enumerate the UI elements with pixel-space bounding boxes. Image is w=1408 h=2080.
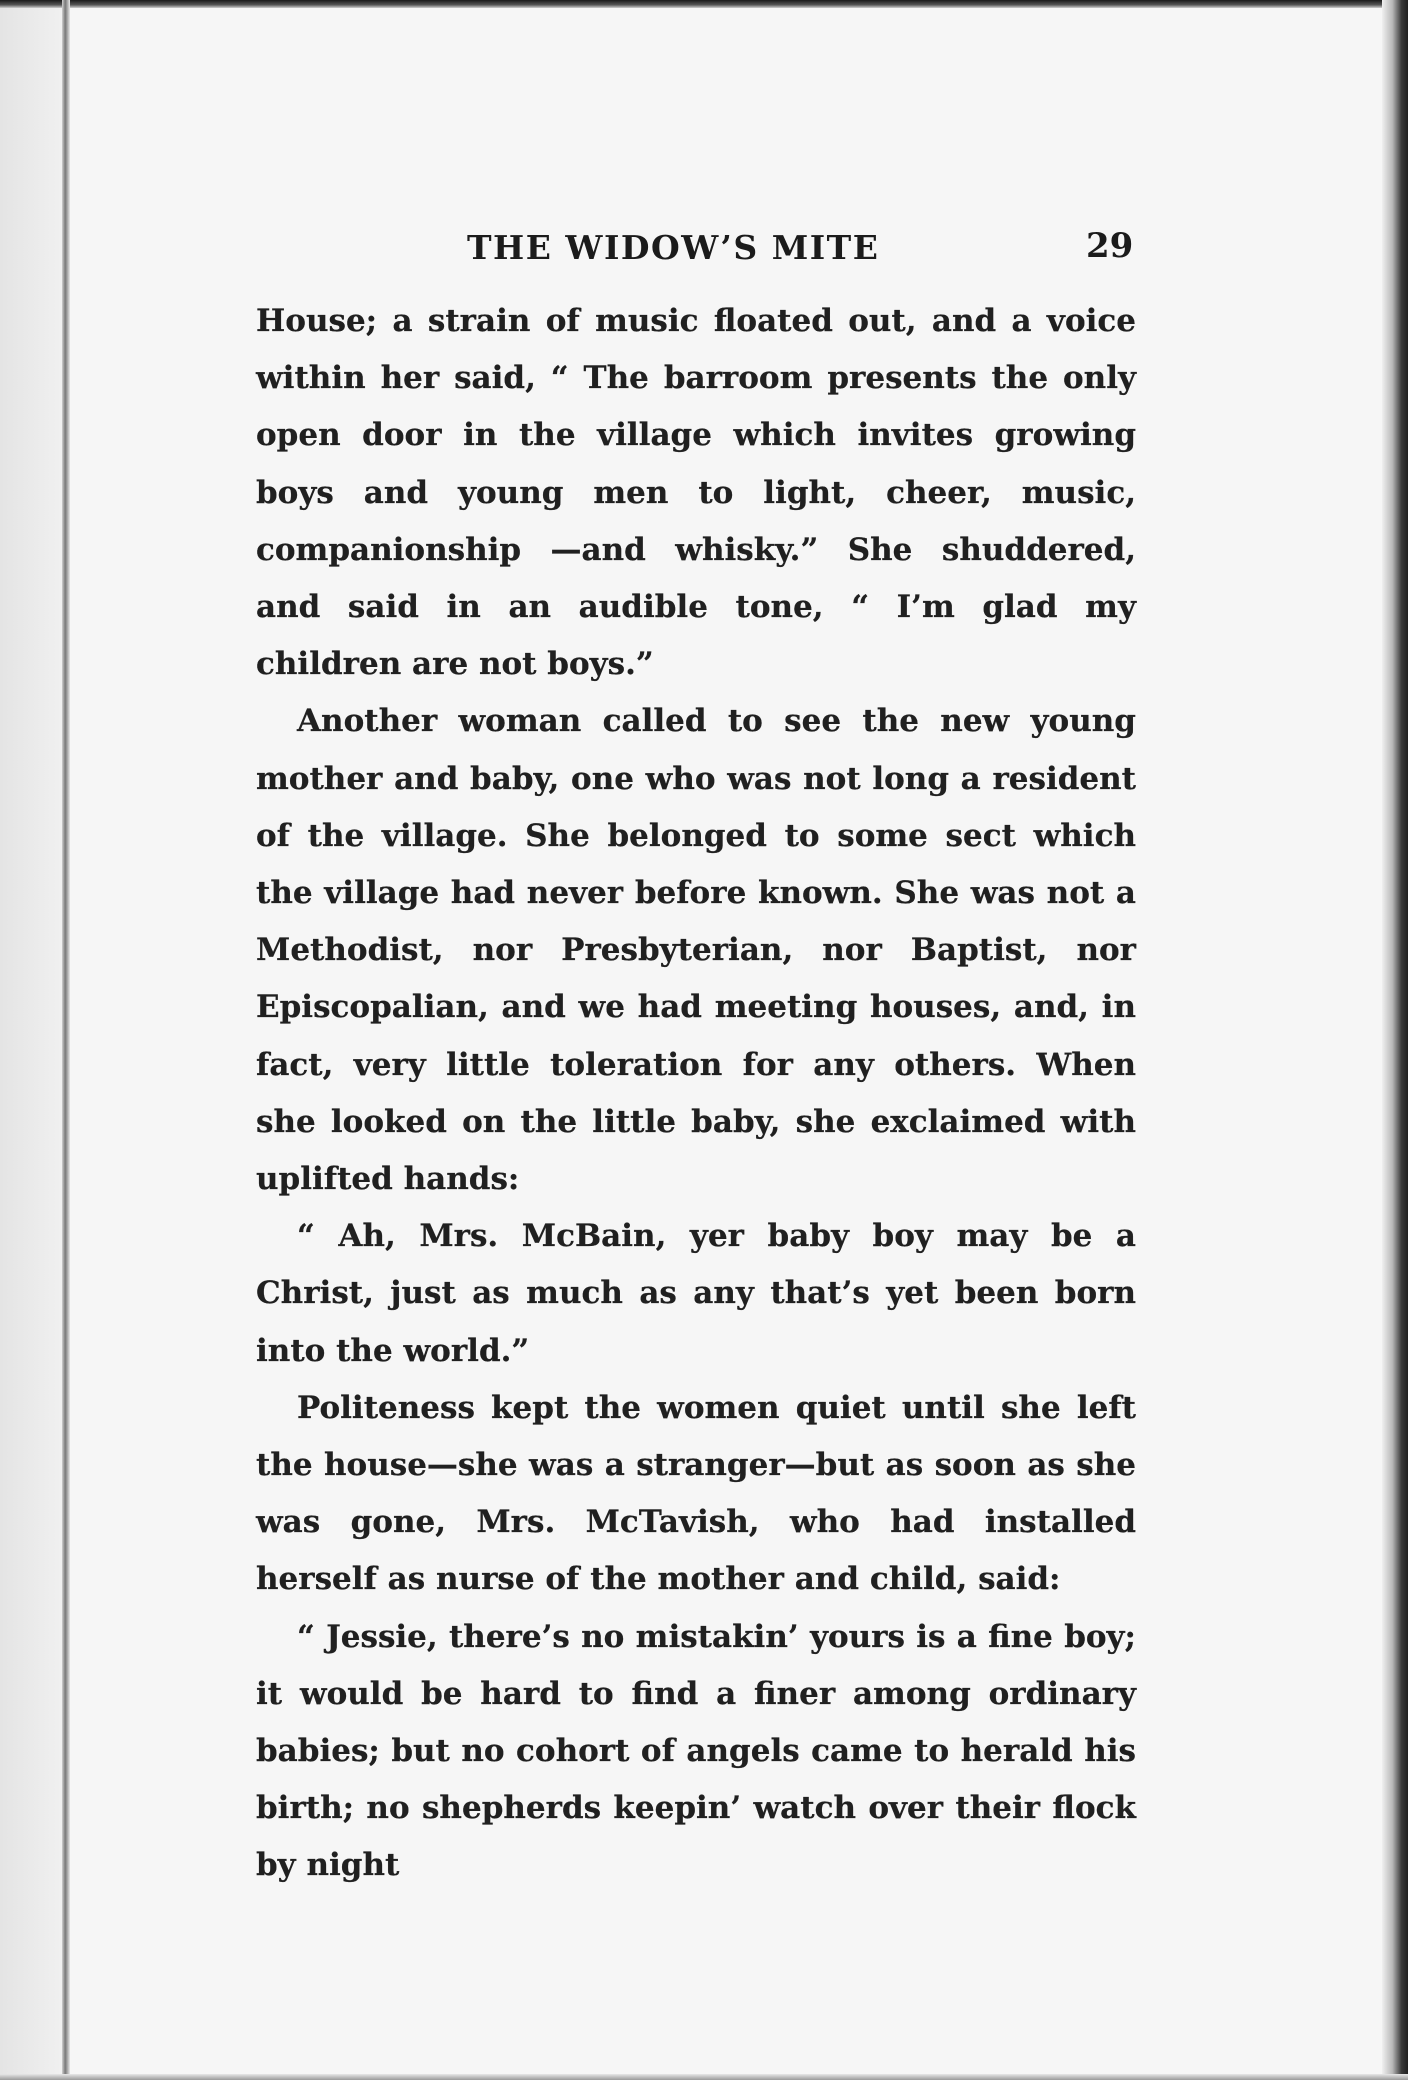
running-head: [70, 220, 1382, 280]
running-head-title: THE WIDOW’S MITE: [467, 228, 880, 267]
paragraph: Politeness kept the women quiet until she left the house—she was a stranger—but as soon as she was gone, Mrs. McTavish, who had installed herself as nurse of the mother and child, said:: [256, 1389, 1136, 1598]
body-text: [256, 293, 1136, 1895]
paragraph: “ Jessie, there’s no mistakin’ yours is a fine boy; it would be hard to find a finer among ordinary babies; but no cohort of angels came to herald his birth; no shepherds keepin’ watch over their flock by night: [256, 1618, 1136, 1884]
paragraph: Another woman called to see the new young mother and baby, one who was not long a resident of the village. She belonged to some sect which the village had never before known. She was not a Methodist, nor Presbyterian, nor Baptist, nor Episcopalian, and we had meeting houses, and, in fact, very little toleration for any others. When she looked on the little baby, she exclaimed with uplifted hands:: [256, 703, 1136, 1198]
book-page: [70, 8, 1382, 2074]
page-number: 29: [1086, 226, 1134, 266]
scan-bottom-edge: [0, 2074, 1408, 2080]
scan-top-edge: [0, 0, 1408, 8]
facing-page-margin: [0, 8, 62, 2080]
paragraph: “ Ah, Mrs. McBain, yer baby boy may be a Christ, just as much as any that’s yet been born into the world.”: [256, 1218, 1136, 1369]
page-fore-edge: [1382, 0, 1408, 2080]
book-gutter: [62, 0, 70, 2080]
paragraph-continued: House; a strain of music floated out, and a voice within her said, “ The barroom presents the only open door in the village which invites growing boys and young men to light, cheer, music, companionship —and whisky.” She shuddered, and said in an audible tone, “ I’m glad my children are not boys.”: [256, 303, 1136, 683]
